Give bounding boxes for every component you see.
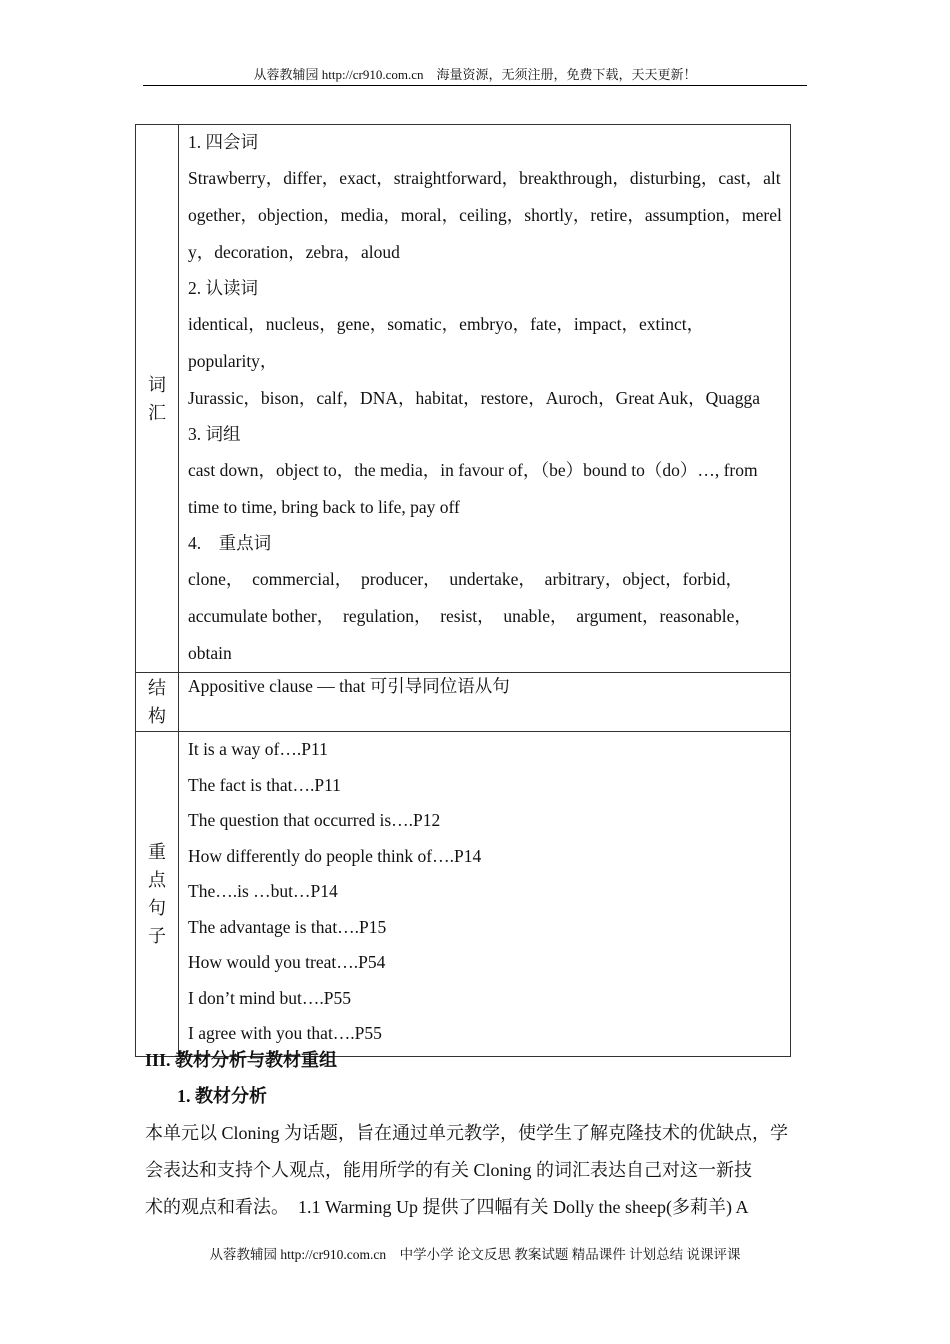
vocab-section-title: 2. 认读词 bbox=[188, 278, 258, 298]
vocab-section-title: 3. 词组 bbox=[188, 424, 241, 444]
key-sentences-row bbox=[136, 732, 791, 1057]
key-sentences-label-char: 点 bbox=[148, 869, 166, 890]
key-sentence: It is a way of….P11 bbox=[188, 739, 328, 759]
key-sentence: How would you treat….P54 bbox=[188, 952, 386, 972]
page-header: 从蓉教辅园 http://cr910.com.cn 海量资源，无须注册，免费下载，天天更新！ bbox=[253, 67, 697, 82]
vocabulary-label-char: 词 bbox=[148, 374, 166, 395]
vocabulary-row bbox=[136, 125, 791, 673]
key-sentence: The….is …but…P14 bbox=[188, 881, 338, 901]
paragraph-line: 本单元以 Cloning 为话题，旨在通过单元教学，使学生了解克隆技术的优缺点，学 bbox=[145, 1123, 789, 1143]
body-paragraph bbox=[145, 1115, 807, 1226]
vocabulary-label bbox=[136, 125, 179, 673]
key-sentences-label-char: 子 bbox=[148, 925, 166, 946]
vocab-line: y，decoration，zebra，aloud bbox=[188, 242, 400, 262]
structure-label-char: 结 bbox=[148, 678, 166, 698]
section-title: III. 教材分析与教材重组 bbox=[145, 1050, 338, 1070]
key-sentences-label-char: 句 bbox=[148, 897, 166, 918]
vocab-line: obtain bbox=[188, 643, 232, 663]
key-sentence: The advantage is that….P15 bbox=[188, 916, 387, 937]
vocab-line: cast down，object to，the media，in favour of，（be）bound to（do）…, from bbox=[188, 460, 758, 480]
header-rule bbox=[143, 85, 807, 86]
vocab-line: Jurassic，bison，calf，DNA，habitat，restore，Auroch，Great Auk，Quagga bbox=[188, 388, 761, 408]
structure-text: Appositive clause — that 可引导同位语从句 bbox=[188, 676, 510, 696]
key-sentence: I agree with you that….P55 bbox=[188, 1023, 382, 1043]
key-sentences-label-char: 重 bbox=[148, 841, 166, 862]
vocabulary-content bbox=[179, 125, 791, 673]
structure-row bbox=[136, 673, 791, 732]
section-subtitle: 1. 教材分析 bbox=[177, 1086, 267, 1106]
structure-content bbox=[179, 673, 791, 732]
vocabulary-label-char: 汇 bbox=[148, 402, 166, 423]
vocab-line: identical，nucleus，gene，somatic，embryo，fate，impact，extinct，popularity， bbox=[188, 314, 705, 371]
vocab-line: Strawberry，differ，exact，straightforward，breakthrough，disturbing，cast，alt bbox=[188, 168, 781, 188]
page-footer: 从蓉教辅园 http://cr910.com.cn 中学小学 论文反思 教案试题 精品课件 计划总结 说课评课 bbox=[209, 1247, 741, 1262]
vocab-section-title: 4. 重点词 bbox=[188, 533, 272, 553]
paragraph-line: 术的观点和看法。 1.1 Warming Up 提供了四幅有关 Dolly the sheep(多莉羊) A bbox=[145, 1197, 749, 1217]
structure-label-char: 构 bbox=[148, 706, 166, 726]
key-sentence: The fact is that….P11 bbox=[188, 774, 341, 795]
key-sentences-label bbox=[136, 732, 179, 1057]
vocab-line: time to time, bring back to life, pay off bbox=[188, 497, 460, 517]
key-sentence: I don’t mind but….P55 bbox=[188, 987, 352, 1008]
key-sentence: How differently do people think of….P14 bbox=[188, 845, 482, 866]
vocab-line: ogether，objection，media，moral，ceiling，shortly，retire，assumption，merel bbox=[188, 205, 782, 225]
vocab-section-title: 1. 四会词 bbox=[188, 132, 258, 152]
vocab-line: clone， commercial， producer， undertake， arbitrary，object，forbid， bbox=[188, 569, 743, 589]
key-sentences-content bbox=[179, 732, 791, 1057]
structure-label bbox=[136, 673, 179, 732]
paragraph-line: 会表达和支持个人观点，能用所学的有关 Cloning 的词汇表达自己对这一新技 bbox=[145, 1160, 753, 1180]
vocab-line: accumulate bother， regulation， resist， unable， argument，reasonable， bbox=[188, 606, 752, 626]
key-sentence: The question that occurred is….P12 bbox=[188, 810, 441, 830]
lesson-table bbox=[135, 124, 791, 1057]
